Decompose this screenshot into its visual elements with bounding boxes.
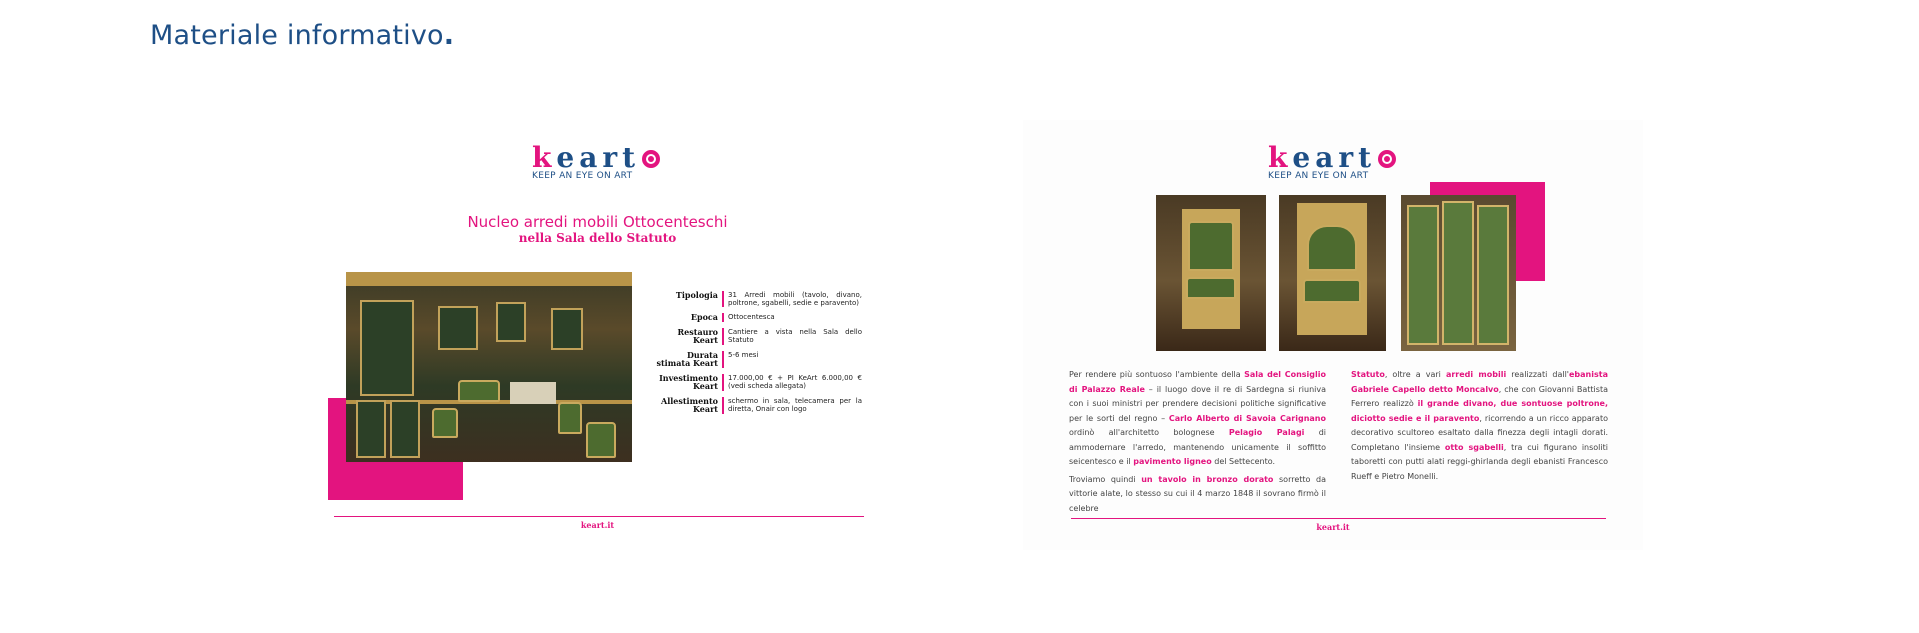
highlighted-text: il grande divano, due sontuose poltrone, diciotto sedie e il paravento	[1351, 399, 1608, 423]
logo-rest: eart	[1292, 141, 1377, 174]
logo-wordmark	[1268, 143, 1396, 173]
spec-label: Tipologia	[675, 290, 718, 300]
body-text: Per rendere più sontuoso l'ambiente della	[1069, 370, 1245, 379]
logo-k: k	[532, 141, 557, 174]
highlighted-text: otto sgabelli	[1444, 442, 1504, 452]
footer-divider	[1071, 518, 1606, 519]
sala-statuto-photo	[346, 272, 632, 462]
highlighted-text: Pelagio Palagi	[1228, 428, 1305, 437]
body-text: – il luogo dove il re di Sardegna si riuniva con i suoi ministri per prendere decisioni politiche significative per le sorti del regno –	[1069, 384, 1327, 423]
document-preview-2	[1023, 120, 1643, 550]
spec-row	[652, 291, 862, 307]
spec-label: Restauro Keart	[677, 326, 718, 345]
logo-k: k	[1268, 141, 1293, 174]
spec-row	[652, 374, 862, 391]
chair-photo	[1156, 195, 1266, 351]
doc-subtitle: nella Sala dello Statuto	[518, 231, 677, 245]
body-text: sorretto da vittorie alate, lo stesso su cui il 4 marzo 1848 il sovrano firmò il celebre	[1069, 474, 1326, 513]
keart-logo	[532, 143, 660, 181]
highlighted-text: un tavolo in bronzo dorato	[1141, 474, 1274, 484]
logo-tagline: KEEP AN EYE ON ART	[532, 171, 633, 181]
spec-value: 17.000,00 € + PI KeArt 6.000,00 € (vedi scheda allegata)	[722, 374, 862, 391]
body-text: , oltre a vari	[1384, 370, 1446, 379]
body-text: , ricorrendo a un ricco apparato decorativo scultoreo esaltato dalla finezza degli intagli dorati. Completano l'insieme	[1351, 413, 1608, 452]
highlighted-text: Statuto	[1351, 370, 1385, 379]
spec-table	[652, 291, 862, 420]
spec-value: schermo in sala, telecamera per la diretta, Onair con logo	[722, 397, 862, 414]
spec-label: Epoca	[690, 312, 718, 322]
page-title-dot: .	[443, 20, 455, 51]
doc-footer-link[interactable]: keart.it	[1316, 522, 1350, 532]
spec-value: Ottocentesca	[722, 313, 862, 322]
spec-row	[652, 351, 862, 368]
page-title	[150, 20, 454, 51]
paragraph	[1069, 473, 1326, 517]
logo-rest: eart	[556, 141, 641, 174]
eye-icon	[642, 150, 660, 168]
page-title-text: Materiale informativo	[150, 20, 444, 51]
paragraph	[1351, 368, 1608, 484]
keart-logo	[1268, 143, 1396, 181]
highlighted-text: Carlo Alberto di Savoia Carignano	[1168, 413, 1326, 423]
body-text: del Settecento.	[1211, 457, 1276, 466]
spec-value: 31 Arredi mobili (tavolo, divano, poltrone, sgabelli, sedie e paravento)	[722, 291, 862, 307]
paragraph	[1069, 368, 1326, 470]
logo-tagline: KEEP AN EYE ON ART	[1268, 171, 1369, 181]
footer-divider	[334, 516, 864, 517]
highlighted-text: pavimento ligneo	[1133, 457, 1212, 466]
spec-value: Cantiere a vista nella Sala dello Statuto	[722, 328, 862, 345]
body-text: ordinò all'architetto bolognese	[1069, 428, 1229, 437]
highlighted-text: ebanista Gabriele Capello detto Moncalvo	[1351, 370, 1608, 394]
body-text: realizzati dall'	[1506, 370, 1569, 379]
spec-row	[652, 313, 862, 322]
body-text: , tra cui figurano insoliti taboretti con putti alati reggi-ghirlanda degli ebanisti Francesco Rueff e Pietro Monelli.	[1351, 442, 1608, 481]
text-column-1	[1069, 368, 1326, 519]
doc-title: Nucleo arredi mobili Ottocenteschi	[467, 213, 728, 231]
doc-footer-link[interactable]: keart.it	[580, 520, 615, 530]
spec-value: 5-6 mesi	[722, 351, 862, 368]
spec-label: Investimento Keart	[659, 372, 718, 391]
body-text: Troviamo quindi	[1069, 474, 1142, 484]
spec-label: Durata stimata Keart	[656, 349, 718, 368]
eye-icon	[1378, 150, 1396, 168]
body-text: , che con Giovanni Battista Ferrero realizzò	[1351, 384, 1608, 408]
spec-row	[652, 328, 862, 345]
folding-screen-photo	[1401, 195, 1516, 351]
spec-label: Allestimento Keart	[660, 395, 718, 414]
spec-row	[652, 397, 862, 414]
document-preview-1	[325, 128, 870, 538]
text-column-2	[1351, 368, 1608, 487]
highlighted-text: Sala del Consiglio di Palazzo Reale	[1069, 370, 1326, 394]
armchair-photo	[1279, 195, 1386, 351]
logo-wordmark	[532, 143, 660, 173]
highlighted-text: arredi mobili	[1445, 370, 1507, 379]
body-text: di ammodernare l'arredo, mantenendo unicamente il soffitto seicentesco e il	[1069, 428, 1327, 466]
